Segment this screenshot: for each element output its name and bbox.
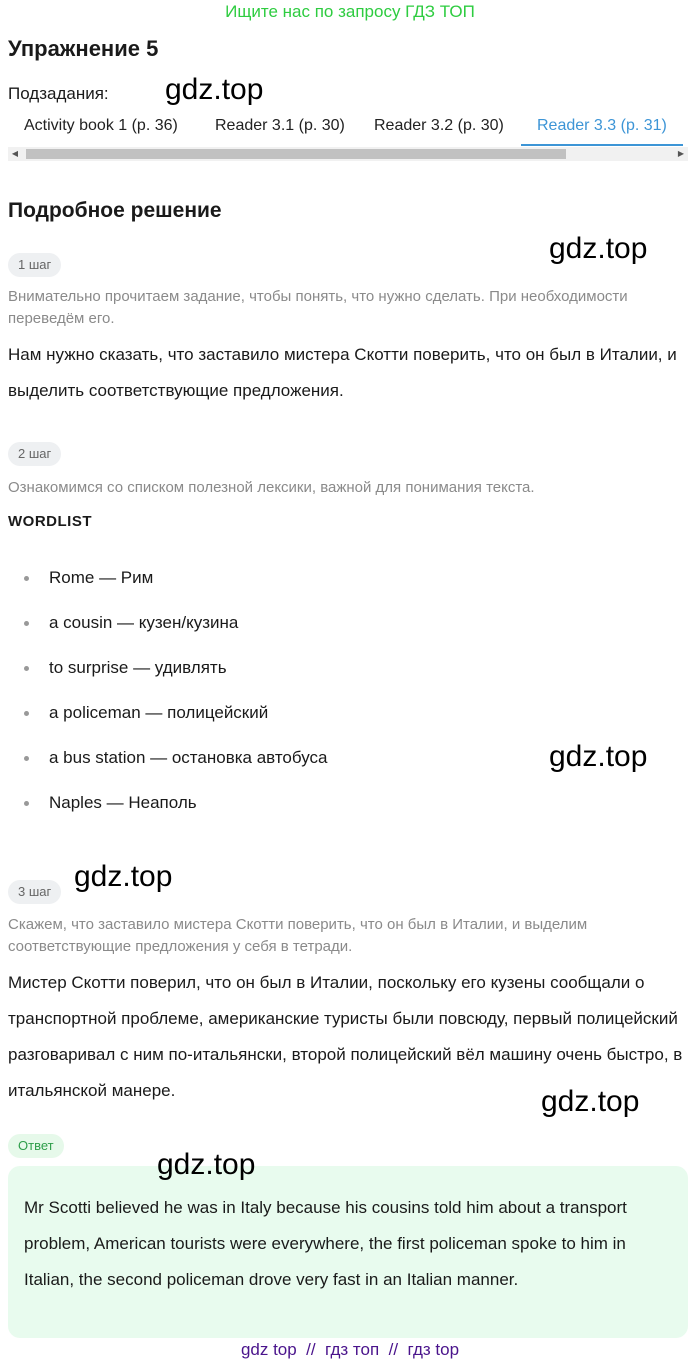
step-3-badge: 3 шаг xyxy=(8,880,61,904)
list-item: Naples — Неаполь xyxy=(24,785,197,821)
watermark: gdz.top xyxy=(74,860,173,893)
list-item: to surprise — удивлять xyxy=(24,650,227,686)
bullet-icon xyxy=(24,576,29,581)
step-1-text: Нам нужно сказать, что заставило мистера Скотти поверить, что он был в Италии, и выделить соответствующие предложения. xyxy=(8,345,677,400)
tab-reader-3-2[interactable]: Reader 3.2 (p. 30) xyxy=(374,117,504,134)
step-1-hint: Внимательно прочитаем задание, чтобы понять, что нужно сделать. При необходимости переведём его. xyxy=(8,288,628,327)
watermark: gdz.top xyxy=(165,73,264,106)
exercise-title: Упражнение 5 xyxy=(8,36,159,61)
bullet-icon xyxy=(24,756,29,761)
watermark: gdz.top xyxy=(549,740,648,773)
tab-reader-3-3[interactable]: Reader 3.3 (p. 31) xyxy=(521,108,683,146)
list-item: a cousin — кузен/кузина xyxy=(24,605,238,641)
solution-title: Подробное решение xyxy=(8,199,222,222)
bullet-icon xyxy=(24,621,29,626)
watermark: gdz.top xyxy=(549,232,648,265)
tab-activity-book-1[interactable]: Activity book 1 (p. 36) xyxy=(24,117,178,134)
answer-badge: Ответ xyxy=(8,1134,64,1158)
triangle-left-icon[interactable]: ◀ xyxy=(11,149,19,158)
tabs-scrollbar[interactable] xyxy=(8,147,688,161)
list-item: a bus station — остановка автобуса xyxy=(24,740,328,776)
step-2-badge: 2 шаг xyxy=(8,442,61,466)
watermark: gdz.top xyxy=(157,1148,256,1181)
triangle-right-icon[interactable]: ▶ xyxy=(677,149,685,158)
scrollbar-thumb[interactable] xyxy=(26,149,566,159)
bullet-icon xyxy=(24,666,29,671)
step-3-hint: Скажем, что заставило мистера Скотти поверить, что он был в Италии, и выделим соответствующие предложения у себя в тетради. xyxy=(8,916,588,955)
step-2-hint: Ознакомимся со списком полезной лексики, важной для понимания текста. xyxy=(8,479,535,496)
watermark: gdz.top xyxy=(541,1085,640,1118)
tab-reader-3-1[interactable]: Reader 3.1 (p. 30) xyxy=(215,117,345,134)
footer-links[interactable]: gdz top // гдз топ // гдз top xyxy=(240,1340,460,1359)
answer-text: Mr Scotti believed he was in Italy because his cousins told him about a transport problem, American tourists were everywhere, the first policeman spoke to him in Italian, the second policeman drove very fast in an Italian manner. xyxy=(24,1198,627,1289)
top-banner[interactable]: Ищите нас по запросу ГДЗ ТОП xyxy=(225,2,475,21)
bullet-icon xyxy=(24,801,29,806)
list-item: a policeman — полицейский xyxy=(24,695,268,731)
step-3-text: Мистер Скотти поверил, что он был в Италии, поскольку его кузены сообщали о транспортной проблеме, американские туристы были повсюду, первый полицейский разговаривал с ним по-итальянски, второй полицейский вёл машину очень быстро, в итальянской манере. xyxy=(8,973,683,1100)
wordlist-title: WORDLIST xyxy=(8,513,92,530)
step-1-badge: 1 шаг xyxy=(8,253,61,277)
bullet-icon xyxy=(24,711,29,716)
subtask-tabs xyxy=(8,108,686,146)
list-item: Rome — Рим xyxy=(24,560,153,596)
subtasks-label: Подзадания: xyxy=(8,84,109,103)
